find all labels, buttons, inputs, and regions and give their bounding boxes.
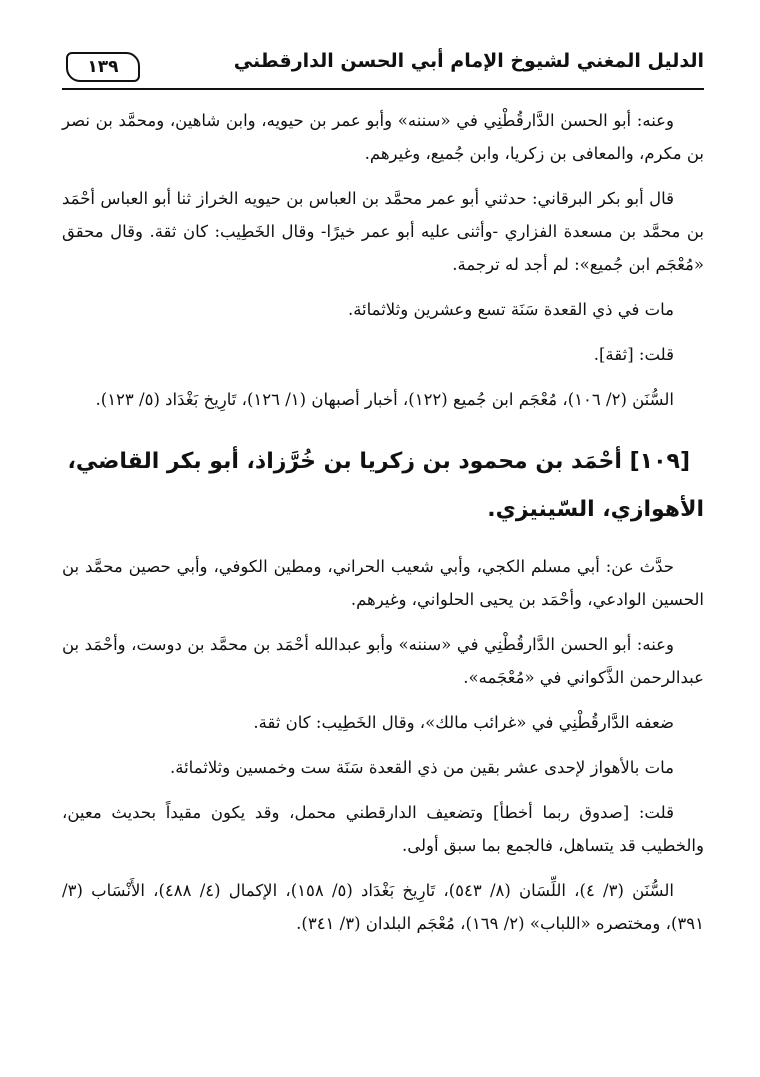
students-paragraph: وعنه: أبو الحسن الدَّارقُطْنِي في «سننه» وأبو عبدالله أحْمَد بن محمَّد بن دوست، وأحْمَد بن عبدالرحمن الذَّكواني في «مُعْجَمه».: [62, 635, 704, 687]
grading-paragraph: ضعفه الدَّارقُطْنِي في «غرائب مالك»، وقال الخَطِيب: كان ثقة.: [253, 713, 674, 732]
verdict-paragraph-2: قلت: [صدوق ربما أخطأ] وتضعيف الدارقطني محمل، وقد يكون مقيداً بحديث معين، والخطيب قد يتساهل، فالجمع بما سبق أولى.: [62, 803, 704, 855]
death-paragraph: مات في ذي القعدة سَنَة تسع وعشرين وثلاثمائة.: [347, 300, 674, 319]
entry-heading: [62, 438, 704, 534]
header-title: الدليل المغني لشيوخ الإمام أبي الحسن الدارقطني: [233, 50, 704, 72]
sources-paragraph-2: السُّنَن (٣/ ٤)، اللِّسَان (٨/ ٥٤٣)، تَارِيخ بَغْدَاد (٥/ ١٥٨)، الإكمال (٤/ ٤٨٨)، الأَنْسَاب (٣/ ٣٩١)، ومختصره «اللباب» (٢/ ١٦٩)، مُعْجَم البلدان (٣/ ٣٤١).: [62, 881, 704, 933]
entry-number: [١٠٩]: [629, 449, 690, 474]
entry-title: أحْمَد بن محمود بن زكريا بن خُرَّزاذ، أبو بكر القاضي، الأهوازي، السّينيزي.: [67, 449, 704, 522]
running-header: [62, 44, 704, 90]
verdict-paragraph: قلت: [ثقة].: [593, 345, 674, 364]
page-number: ١٣٩: [66, 52, 140, 82]
barqani-quote-paragraph: قال أبو بكر البرقاني: حدثني أبو عمر محمَّد بن العباس بن حيويه الخراز ثنا أبو العباس أحْمَد بن محمَّد بن مسعدة الفزاري -وأثنى عليه أبو عمر خيرًا- وقال الخَطِيب: كان ثقة. وقال محقق «مُعْجَم ابن جُميع»: لم أجد له ترجمة.: [62, 189, 704, 274]
narrators-paragraph: وعنه: أبو الحسن الدَّارقُطْنِي في «سننه» وأبو عمر بن حيويه، وابن شاهين، ومحمَّد بن نصر بن مكرم، والمعافى بن زكريا، وابن جُميع، وغيرهم.: [62, 111, 704, 163]
page-body: [62, 90, 704, 940]
death-paragraph-2: مات بالأهواز لإحدى عشر بقين من ذي القعدة سَنَة ست وخمسين وثلاثمائة.: [169, 758, 674, 777]
sources-paragraph: السُّنَن (٢/ ١٠٦)، مُعْجَم ابن جُميع (١٢٢)، أخبار أصبهان (١/ ١٢٦)، تَارِيخ بَغْدَاد (٥/ ١٢٣).: [95, 390, 674, 409]
page: [62, 44, 704, 952]
teachers-paragraph: حدَّث عن: أبي مسلم الكجي، وأبي شعيب الحراني، ومطين الكوفي، وأبي حصين محمَّد بن الحسين الوادعي، وأحْمَد بن يحيى الحلواني، وغيرهم.: [62, 557, 704, 609]
